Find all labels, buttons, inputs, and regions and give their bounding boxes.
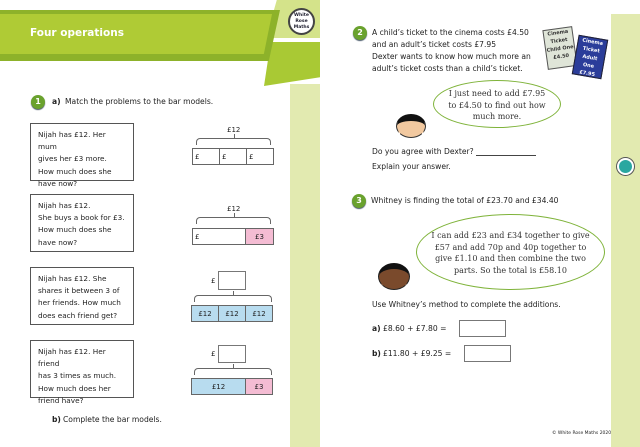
bar1-brace xyxy=(196,138,271,145)
problem-line: gives her £3 more. xyxy=(38,154,107,164)
explain-prompt: Explain your answer. xyxy=(372,162,451,171)
problem-line: have now? xyxy=(38,178,78,188)
bar2-brace xyxy=(196,217,271,224)
ticket-text: Ticket xyxy=(550,36,568,46)
ticket-text: Child One xyxy=(546,44,575,54)
problem-line: does each friend get? xyxy=(38,310,118,320)
q3-a-answer-box[interactable] xyxy=(459,320,506,337)
side-strip-left xyxy=(290,84,320,447)
q3-b-answer-box[interactable] xyxy=(464,345,511,362)
question-number-2: 2 xyxy=(353,26,367,40)
copyright: © White Rose Maths 2020 xyxy=(552,431,612,436)
dexter-avatar xyxy=(396,114,426,138)
bar-cell: £12 xyxy=(246,306,272,321)
q2-line: A child’s ticket to the cinema costs £4.50 xyxy=(372,28,529,37)
speech-line: much more. xyxy=(472,112,522,121)
agree-question: Do you agree with Dexter? xyxy=(372,147,474,156)
q3-a-label: a) xyxy=(372,324,381,333)
dexter-speech-bubble xyxy=(433,80,561,128)
bar2-total: £12 xyxy=(227,205,241,213)
bar-cell: £3 xyxy=(246,379,272,394)
problem-box-1[interactable] xyxy=(30,123,134,188)
q3-instruction: Use Whitney’s method to complete the additions. xyxy=(372,300,561,309)
bar-cell: £3 xyxy=(246,229,273,244)
bar4-pound: £ xyxy=(211,350,216,358)
q3-a-expression: £8.60 + £7.80 = xyxy=(383,324,447,333)
bar-cell: £ xyxy=(193,149,220,164)
bar3-answer-box[interactable] xyxy=(218,271,246,290)
speech-line: to £4.50 to find out how xyxy=(448,100,546,110)
q3-intro: Whitney is finding the total of £23.70 and £34.40 xyxy=(371,196,559,205)
ticket-text: Cinema xyxy=(547,28,569,38)
problem-line: friend have? xyxy=(38,395,84,405)
bar3-brace xyxy=(194,295,272,302)
problem-line: Nijah has £12. She xyxy=(38,274,107,283)
problem-box-2[interactable] xyxy=(30,194,134,252)
speech-line: I can add £23 and £34 together to give xyxy=(431,231,590,240)
q3-b-expression: £11.80 + £9.25 = xyxy=(383,349,452,358)
problem-line: Nijah has £12. Her friend xyxy=(38,347,106,369)
q3-b-label: b) xyxy=(372,349,381,358)
problem-line: She buys a book for £3. xyxy=(38,213,125,223)
ticket-text: Adult One xyxy=(581,53,598,70)
corner-tab-bottom xyxy=(264,42,320,86)
ticket-text: £7.95 xyxy=(578,69,596,79)
problem-box-3[interactable] xyxy=(30,267,134,325)
whitney-avatar xyxy=(378,263,410,290)
problem-line: Nijah has £12. xyxy=(38,201,91,210)
problem-line: How much does she xyxy=(38,225,112,235)
problem-line: Nijah has £12. Her mum xyxy=(38,130,106,152)
bar-cell: £ xyxy=(249,152,254,161)
q1-instruction-b: Complete the bar models. xyxy=(63,415,162,424)
bar1-total: £12 xyxy=(227,126,241,134)
bar-model-1[interactable] xyxy=(192,148,274,165)
bar3-pound: £ xyxy=(211,277,216,285)
question-number-1: 1 xyxy=(31,95,45,109)
bar-model-4[interactable] xyxy=(191,378,273,395)
speech-line: I just need to add £7.95 xyxy=(448,89,546,98)
problem-line: shares it between 3 of xyxy=(38,286,120,296)
ticket-text: £4.50 xyxy=(552,52,570,61)
cup-icon xyxy=(617,158,634,175)
problem-line: have now? xyxy=(38,237,78,247)
problem-line: has 3 times as much. xyxy=(38,371,117,381)
bar4-brace xyxy=(194,368,272,375)
problem-box-4[interactable] xyxy=(30,340,134,405)
q1-part-b-label: b) xyxy=(52,415,61,424)
speech-line: give £1.10 and then combine the two xyxy=(435,254,586,263)
adult-ticket-image xyxy=(572,35,608,80)
problem-line: her friends. How much xyxy=(38,298,121,308)
bar-cell: £ xyxy=(193,229,246,244)
q1-part-a-label: a) xyxy=(52,97,61,106)
bar4-answer-box[interactable] xyxy=(218,345,246,363)
q2-line: adult’s ticket costs than a child’s ticket. xyxy=(372,64,523,73)
logo: White Rose Maths xyxy=(288,8,315,35)
bar-model-2[interactable] xyxy=(192,228,274,245)
problem-line: How much does her xyxy=(38,383,111,393)
bar-cell: £12 xyxy=(192,306,219,321)
speech-line: £57 and add 70p and 40p together to xyxy=(434,242,587,252)
bar-cell: £12 xyxy=(192,379,246,394)
question-number-3: 3 xyxy=(352,194,366,208)
child-ticket-image xyxy=(542,26,577,70)
page-title: Four operations xyxy=(30,27,124,39)
speech-line: parts. So the total is £58.10 xyxy=(454,265,567,275)
q1-instruction: Match the problems to the bar models. xyxy=(65,97,214,106)
side-strip-right xyxy=(611,14,640,447)
bar-cell: £ xyxy=(220,149,247,164)
whitney-speech-bubble xyxy=(416,214,605,290)
q2-line: and an adult’s ticket costs £7.95 xyxy=(372,40,497,49)
bar-cell: £12 xyxy=(219,306,246,321)
ticket-text: Ticket xyxy=(582,45,601,55)
ticket-text: Cinema xyxy=(581,37,604,47)
agree-answer-line[interactable] xyxy=(476,155,536,156)
bar-model-3[interactable] xyxy=(191,305,273,322)
problem-line: How much does she xyxy=(38,166,112,176)
q2-line: Dexter wants to know how much more an xyxy=(372,52,531,61)
